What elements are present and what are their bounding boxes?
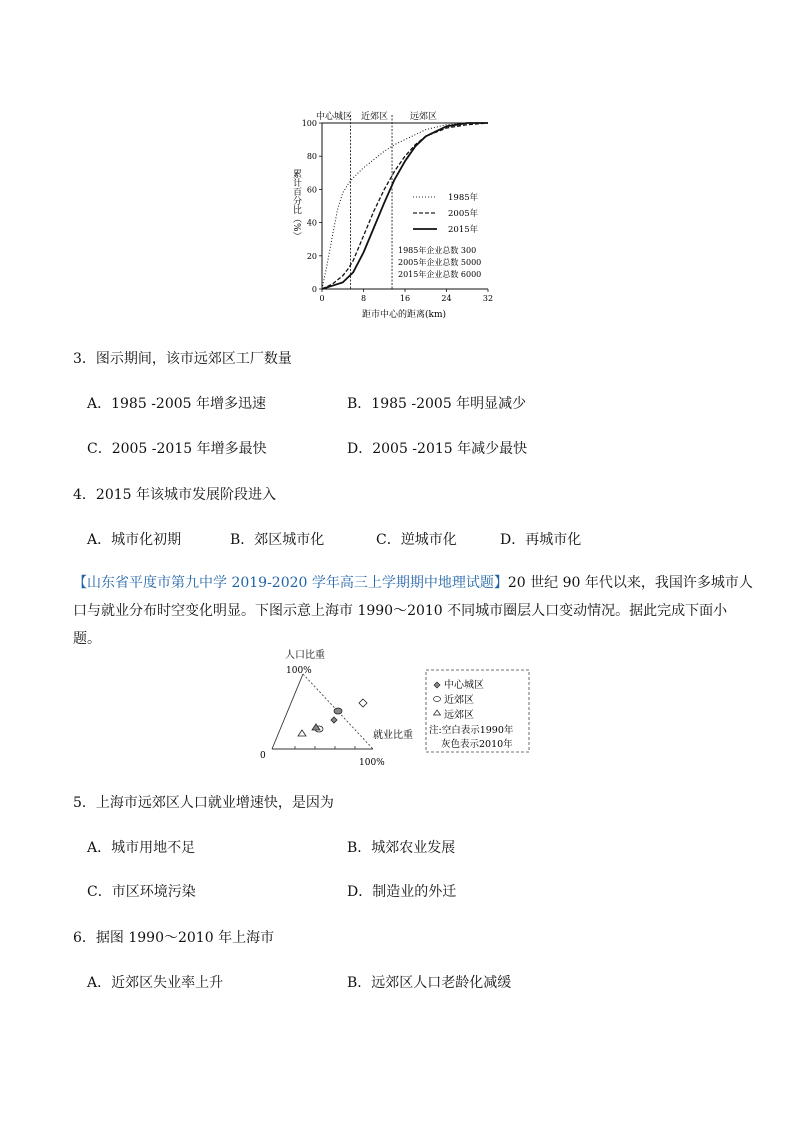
legend-far: 远郊区	[444, 710, 474, 721]
chart2-origin: 0	[260, 751, 266, 761]
passage-text-2: 口与就业分布时空变化明显。下图示意上海市 1990～2010 不同城市圈层人口变动情况。据此完成下面小题。	[73, 603, 728, 647]
q5-option-c[interactable]: C．市区环境污染	[87, 884, 196, 900]
question-6-stem: 6．据图 1990～2010 年上海市	[73, 930, 275, 946]
chart2-x100: 100%	[359, 758, 385, 768]
question-3-stem: 3．图示期间，该市远郊区工厂数量	[73, 351, 292, 367]
y-tick-label: 80	[306, 152, 317, 162]
chart2-y100: 100%	[286, 666, 312, 676]
legend-far-marker	[434, 710, 441, 715]
near-2010-marker	[334, 708, 342, 714]
zone-label-near: 近郊区	[361, 112, 389, 122]
q3-option-c[interactable]: C．2005 -2015 年增多最快	[87, 441, 267, 457]
x-tick-label: 16	[399, 294, 411, 303]
q3-option-a[interactable]: A．1985 -2005 年增多迅速	[87, 396, 266, 412]
x-tick-label: 32	[482, 294, 494, 303]
q5-option-a[interactable]: A．城市用地不足	[87, 840, 196, 856]
q3-option-d[interactable]: D．2005 -2015 年减少最快	[347, 441, 528, 457]
y-tick-label: 100	[301, 119, 317, 128]
far-1990-marker	[298, 730, 306, 736]
q5-option-b[interactable]: B．城郊农业发展	[347, 840, 456, 856]
zone-label-far: 远郊区	[410, 112, 438, 122]
chart2-legend	[429, 678, 514, 750]
y-tick-label: 40	[306, 218, 317, 228]
x-tick-label: 24	[441, 294, 452, 303]
q4-option-c[interactable]: C．逆城市化	[376, 532, 457, 548]
y-tick-label: 0	[311, 285, 317, 294]
legend-2015: 2015年	[448, 225, 479, 235]
y-tick-label: 60	[306, 185, 317, 195]
chart1-legend	[413, 192, 479, 235]
q3-option-b[interactable]: B．1985 -2005 年明显减少	[347, 396, 527, 412]
cumulative-percentage-chart	[280, 105, 520, 320]
total-2015: 2015年企业总数 6000	[398, 270, 482, 279]
passage	[73, 569, 753, 653]
chart2-x-label: 就业比重	[373, 730, 413, 741]
x-tick-label: 0	[319, 294, 325, 303]
legend-1985: 1985年	[448, 193, 479, 203]
legend-center: 中心城区	[444, 680, 484, 691]
legend-near-marker	[434, 697, 441, 702]
q5-option-d[interactable]: D．制造业的外迁	[347, 884, 457, 900]
q6-option-a[interactable]: A．近郊区失业率上升	[87, 975, 224, 991]
legend-note-1: 注:空白表示1990年	[429, 725, 514, 736]
x-axis-label: 距市中心的距离(km)	[362, 310, 447, 320]
question-5-stem: 5．上海市远郊区人口就业增速快，是因为	[73, 795, 334, 811]
x-tick-label: 8	[360, 294, 367, 303]
question-4-stem: 4．2015 年该城市发展阶段进入	[73, 487, 276, 503]
chart2-markers	[298, 699, 367, 736]
q4-option-b[interactable]: B．郊区城市化	[230, 532, 325, 548]
population-employment-chart	[255, 644, 535, 769]
passage-source: 【山东省平度市第九中学 2019-2020 学年高三上学期期中地理试题】	[73, 575, 508, 591]
y-axis-label: 累计百分比（%）	[291, 169, 301, 241]
total-2005: 2005年企业总数 5000	[398, 258, 482, 267]
legend-note-2: 灰色表示2010年	[441, 739, 513, 750]
passage-text-1: 20 世纪 90 年代以来，我国许多城市人	[507, 575, 753, 591]
legend-center-marker	[434, 682, 440, 688]
legend-near: 近郊区	[444, 695, 474, 706]
center-1990-marker	[359, 699, 367, 707]
total-1985: 1985年企业总数 300	[398, 246, 477, 255]
q6-option-b[interactable]: B．远郊区人口老龄化减缓	[347, 975, 512, 991]
q4-option-a[interactable]: A．城市化初期	[87, 532, 182, 548]
zone-label-center: 中心城区	[316, 112, 353, 122]
y-tick-label: 20	[306, 251, 317, 261]
legend-2005: 2005年	[448, 209, 479, 219]
chart2-y-label: 人口比重	[285, 650, 325, 661]
center-2010-marker	[331, 717, 337, 723]
q4-option-d[interactable]: D．再城市化	[500, 532, 582, 548]
